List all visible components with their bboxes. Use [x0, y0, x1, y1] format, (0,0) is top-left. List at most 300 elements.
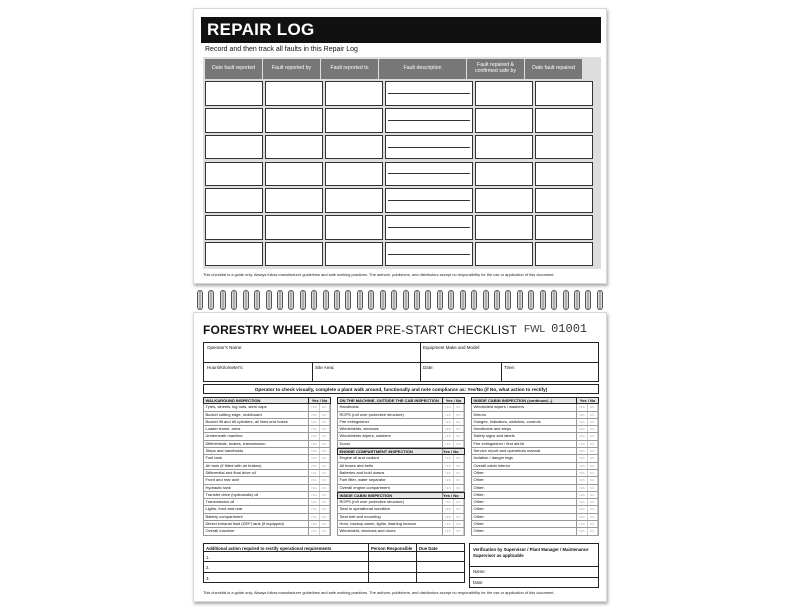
binding-ring — [208, 290, 214, 310]
yes-no-boxes — [308, 455, 330, 461]
binding-ring — [585, 290, 591, 310]
repair-log-cell[interactable] — [265, 162, 323, 187]
yes-no-boxes — [308, 514, 330, 520]
section-header-label: WALKAROUND INSPECTION — [205, 398, 261, 403]
no-checkbox[interactable]: NO — [454, 433, 465, 439]
verification-box — [469, 543, 599, 588]
person-cell[interactable] — [369, 552, 417, 561]
yes-checkbox[interactable]: YES — [309, 419, 320, 425]
yes-no-boxes — [308, 506, 330, 512]
checklist-item-label: Loader frame, arms — [205, 426, 241, 432]
no-checkbox[interactable]: NO — [588, 521, 599, 527]
yes-checkbox[interactable]: YES — [577, 455, 588, 461]
checklist-item-label: Fuel tank — [205, 455, 222, 461]
repair-log-cell[interactable] — [535, 242, 593, 267]
yes-checkbox[interactable]: YES — [309, 506, 320, 512]
yes-no-header: Yes / No — [442, 398, 464, 403]
no-checkbox[interactable]: NO — [454, 514, 465, 520]
yes-no-boxes — [576, 514, 598, 520]
checklist-item-label: Front and rear axle — [205, 477, 240, 483]
checklist-item-label: Hydraulic tank — [205, 484, 231, 490]
checklist-item-label: Fuel filter, water separator — [339, 477, 386, 483]
yes-no-boxes — [442, 521, 464, 527]
checklist-code-prefix: FWL — [524, 324, 546, 335]
checklist-item-label: Windshields, windows — [339, 426, 379, 432]
repair-log-cell[interactable] — [265, 108, 323, 133]
fault-description-cell[interactable] — [385, 108, 473, 133]
repair-log-cell[interactable] — [535, 162, 593, 187]
additional-actions-header: Additional action required to rectify operational requirements — [204, 544, 369, 551]
yes-no-boxes — [442, 455, 464, 461]
repair-log-cell[interactable] — [325, 81, 383, 106]
checklist-item — [203, 412, 331, 419]
no-checkbox[interactable]: NO — [454, 470, 465, 476]
binding-ring — [471, 290, 477, 310]
yes-checkbox[interactable]: YES — [309, 499, 320, 505]
no-checkbox[interactable]: NO — [588, 404, 599, 410]
yes-checkbox[interactable]: YES — [443, 441, 454, 447]
checklist-disclaimer: This checklist is a guide only. Always follow manufacturer guidelines and safe working practices. The authors, publishers, and distributors accept no responsibility for the use or application of this document. — [203, 590, 555, 595]
checklist-item — [203, 404, 331, 411]
no-checkbox[interactable]: NO — [454, 485, 465, 491]
yes-checkbox[interactable]: YES — [309, 404, 320, 410]
yes-checkbox[interactable]: YES — [577, 441, 588, 447]
column-header: Fault reported by — [263, 59, 321, 79]
no-checkbox[interactable]: NO — [320, 492, 331, 498]
yes-no-boxes — [576, 463, 598, 469]
yes-checkbox[interactable]: YES — [309, 477, 320, 483]
no-checkbox[interactable]: NO — [320, 455, 331, 461]
yes-no-boxes — [442, 485, 464, 491]
checklist-item — [471, 455, 599, 462]
action-row[interactable]: 1. — [204, 552, 369, 561]
section-header — [337, 492, 465, 499]
repair-log-cell[interactable] — [205, 162, 263, 187]
no-checkbox[interactable]: NO — [588, 514, 599, 520]
no-checkbox[interactable]: NO — [454, 441, 465, 447]
checklist-item — [203, 514, 331, 521]
no-checkbox[interactable]: NO — [588, 419, 599, 425]
yes-checkbox[interactable]: YES — [443, 485, 454, 491]
checklist-item — [337, 426, 465, 433]
repair-log-cell[interactable] — [265, 242, 323, 267]
checklist-item-label: Seat in operational condition — [339, 506, 390, 512]
no-checkbox[interactable]: NO — [588, 477, 599, 483]
repair-log-cell[interactable] — [475, 215, 533, 240]
binding-ring — [254, 290, 260, 310]
checklist-item — [203, 419, 331, 426]
no-checkbox[interactable]: NO — [588, 485, 599, 491]
yes-checkbox[interactable]: YES — [443, 426, 454, 432]
checklist-item-label: Handholds and steps — [473, 426, 512, 432]
checklist-item-label: Batteries and hold downs — [339, 469, 385, 475]
yes-checkbox[interactable]: YES — [577, 412, 588, 418]
due-cell[interactable] — [417, 562, 464, 571]
yes-no-boxes — [576, 470, 598, 476]
no-checkbox[interactable]: NO — [588, 412, 599, 418]
binding-ring — [368, 290, 374, 310]
yes-checkbox[interactable]: YES — [577, 514, 588, 520]
repair-log-cell[interactable] — [535, 81, 593, 106]
checklist-item — [203, 521, 331, 528]
checklist-item-label: Fire extinguisher / first aid kit — [473, 440, 525, 446]
binding-ring — [540, 290, 546, 310]
no-checkbox[interactable]: NO — [320, 426, 331, 432]
verification-name-field[interactable]: Name: — [470, 566, 598, 577]
binding-ring — [277, 290, 283, 310]
repair-log-cell[interactable] — [265, 188, 323, 213]
checklist-item-label: Handholds — [339, 404, 359, 410]
binding-ring — [345, 290, 351, 310]
yes-checkbox[interactable]: YES — [309, 448, 320, 454]
repair-log-cell[interactable] — [535, 215, 593, 240]
no-checkbox[interactable]: NO — [320, 485, 331, 491]
yes-no-boxes — [442, 514, 464, 520]
checklist-item-label: Gauges, indicators, switches, controls — [473, 418, 541, 424]
no-checkbox[interactable]: NO — [588, 463, 599, 469]
verification-date-field[interactable]: Date: — [470, 577, 598, 588]
yes-no-boxes — [576, 492, 598, 498]
date-field[interactable]: Date: — [423, 365, 434, 370]
repair-log-cell[interactable] — [475, 162, 533, 187]
repair-log-table — [203, 57, 601, 269]
repair-log-cell[interactable] — [325, 135, 383, 160]
no-checkbox[interactable]: NO — [454, 521, 465, 527]
additional-actions-table — [203, 543, 465, 583]
section-header-label: ENGINE COMPARTMENT INSPECTION — [339, 449, 413, 455]
binding-ring — [517, 290, 523, 310]
repair-log-cell[interactable] — [205, 108, 263, 133]
no-checkbox[interactable]: NO — [320, 448, 331, 454]
person-cell[interactable] — [369, 573, 417, 583]
no-checkbox[interactable]: NO — [320, 463, 331, 469]
repair-log-row — [205, 215, 599, 240]
yes-checkbox[interactable]: YES — [443, 506, 454, 512]
yes-no-boxes — [576, 499, 598, 505]
site-area-field[interactable]: Site Area: — [315, 365, 335, 370]
binding-ring — [448, 290, 454, 310]
yes-checkbox[interactable]: YES — [577, 448, 588, 454]
checklist-item-label: Underneath machine — [205, 433, 243, 439]
checklist-item — [203, 448, 331, 455]
yes-checkbox[interactable]: YES — [577, 470, 588, 476]
checklist-item — [471, 492, 599, 499]
yes-checkbox[interactable]: YES — [443, 514, 454, 520]
yes-no-boxes — [308, 492, 330, 498]
no-checkbox[interactable]: NO — [320, 514, 331, 520]
yes-no-header: Yes / No — [308, 398, 330, 403]
no-checkbox[interactable]: NO — [454, 463, 465, 469]
checklist-item — [337, 441, 465, 448]
no-checkbox[interactable]: NO — [320, 404, 331, 410]
no-checkbox[interactable]: NO — [588, 455, 599, 461]
checklist-item-label: Transmission oil — [205, 499, 235, 505]
yes-checkbox[interactable]: YES — [443, 463, 454, 469]
operator-name-field[interactable]: Operator's Name: — [207, 345, 243, 350]
checklist-item — [471, 419, 599, 426]
no-checkbox[interactable]: NO — [320, 470, 331, 476]
yes-checkbox[interactable]: YES — [443, 477, 454, 483]
fault-description-cell[interactable] — [385, 135, 473, 160]
checklist-item — [471, 514, 599, 521]
repair-log-cell[interactable] — [475, 242, 533, 267]
repair-log-cell[interactable] — [205, 215, 263, 240]
section-header-label: INSIDE CABIN INSPECTION (continued...) — [473, 398, 553, 403]
yes-checkbox[interactable]: YES — [309, 485, 320, 491]
yes-checkbox[interactable]: YES — [577, 521, 588, 527]
repair-log-cell[interactable] — [265, 81, 323, 106]
binding-ring — [334, 290, 340, 310]
checklist-title — [203, 323, 517, 337]
no-checkbox[interactable]: NO — [588, 441, 599, 447]
yes-checkbox[interactable]: YES — [577, 404, 588, 410]
binding-ring — [551, 290, 557, 310]
yes-checkbox[interactable]: YES — [443, 499, 454, 505]
yes-no-boxes — [442, 441, 464, 447]
checklist-item-label: Air tank (if fitted with air brakes) — [205, 462, 262, 468]
yes-checkbox[interactable]: YES — [309, 426, 320, 432]
repair-log-cell[interactable] — [475, 135, 533, 160]
yes-no-boxes — [442, 499, 464, 505]
checklist-item-label: Other: — [473, 499, 485, 505]
person-responsible-header: Person Responsible — [369, 544, 417, 551]
checklist-item — [471, 448, 599, 455]
repair-log-cell[interactable] — [265, 135, 323, 160]
checklist-title-rest: PRE-START CHECKLIST — [375, 323, 518, 337]
no-checkbox[interactable]: NO — [454, 404, 465, 410]
no-checkbox[interactable]: NO — [454, 412, 465, 418]
checklist-sheet — [193, 312, 607, 602]
no-checkbox[interactable]: NO — [588, 492, 599, 498]
yes-checkbox[interactable]: YES — [309, 441, 320, 447]
due-cell[interactable] — [417, 552, 464, 561]
person-cell[interactable] — [369, 562, 417, 571]
no-checkbox[interactable]: NO — [454, 455, 465, 461]
hours-field[interactable]: Hours/Kilometer's: — [207, 365, 244, 370]
binding-ring — [460, 290, 466, 310]
yes-no-boxes — [442, 404, 464, 410]
checklist-item-label: Steps and handholds — [205, 448, 244, 454]
yes-no-boxes — [308, 521, 330, 527]
yes-checkbox[interactable]: YES — [309, 470, 320, 476]
checklist-item-label: Mirrors — [473, 411, 486, 417]
binding-ring — [505, 290, 511, 310]
compliance-notice: Operator to check visually, complete a plant walk around, functionally and note compliance as: Yes/No (if No, what action to rectify) — [203, 384, 599, 394]
no-checkbox[interactable]: NO — [588, 528, 599, 534]
binding-ring — [414, 290, 420, 310]
no-checkbox[interactable]: NO — [454, 528, 465, 534]
checklist-item-label: Other: — [473, 491, 485, 497]
equipment-model-field[interactable]: Equipment Make and Model: — [423, 345, 481, 350]
outside-cab-column — [337, 397, 465, 536]
yes-checkbox[interactable]: YES — [577, 485, 588, 491]
no-checkbox[interactable]: NO — [320, 441, 331, 447]
action-row[interactable]: 2. — [204, 562, 369, 571]
yes-no-boxes — [308, 448, 330, 454]
no-checkbox[interactable]: NO — [320, 419, 331, 425]
no-checkbox[interactable]: NO — [320, 521, 331, 527]
binding-ring — [403, 290, 409, 310]
no-checkbox[interactable]: NO — [320, 528, 331, 534]
repair-log-cell[interactable] — [325, 215, 383, 240]
repair-log-row — [205, 162, 599, 187]
checklist-item-label: Overall machine — [205, 528, 235, 534]
binding-ring — [288, 290, 294, 310]
inside-cabin-column — [471, 397, 599, 536]
yes-no-boxes — [442, 419, 464, 425]
due-cell[interactable] — [417, 573, 464, 583]
checklist-item-label: Differentials, brakes, transmission — [205, 440, 266, 446]
no-checkbox[interactable]: NO — [588, 470, 599, 476]
fault-description-cell[interactable] — [385, 188, 473, 213]
repair-log-cell[interactable] — [325, 108, 383, 133]
yes-no-boxes — [576, 477, 598, 483]
checklist-item-label: Other: — [473, 513, 485, 519]
no-checkbox[interactable]: NO — [320, 412, 331, 418]
no-checkbox[interactable]: NO — [320, 506, 331, 512]
checklist-item-label: Windshield, windows and doors — [339, 528, 396, 534]
no-checkbox[interactable]: NO — [588, 426, 599, 432]
no-checkbox[interactable]: NO — [588, 433, 599, 439]
section-header-label: INSIDE CABIN INSPECTION — [339, 492, 393, 498]
yes-checkbox[interactable]: YES — [577, 463, 588, 469]
repair-log-cell[interactable] — [535, 135, 593, 160]
no-checkbox[interactable]: NO — [320, 499, 331, 505]
binding-ring — [243, 290, 249, 310]
repair-log-cell[interactable] — [475, 108, 533, 133]
repair-log-cell[interactable] — [535, 108, 593, 133]
checklist-item — [337, 499, 465, 506]
checklist-item-label: Tyres, wheels, lug nuts, stem caps — [205, 404, 267, 410]
binding-ring — [574, 290, 580, 310]
yes-checkbox[interactable]: YES — [443, 419, 454, 425]
yes-checkbox[interactable]: YES — [577, 528, 588, 534]
yes-checkbox[interactable]: YES — [577, 419, 588, 425]
section-header — [471, 397, 599, 404]
binding-ring — [437, 290, 443, 310]
yes-no-boxes — [308, 485, 330, 491]
yes-checkbox[interactable]: YES — [309, 492, 320, 498]
yes-checkbox[interactable]: YES — [309, 514, 320, 520]
yes-checkbox[interactable]: YES — [309, 412, 320, 418]
binding-ring — [494, 290, 500, 310]
binding-ring — [231, 290, 237, 310]
repair-log-cell[interactable] — [325, 242, 383, 267]
yes-checkbox[interactable]: YES — [309, 463, 320, 469]
binding-ring — [311, 290, 317, 310]
repair-log-cell[interactable] — [205, 242, 263, 267]
checklist-item — [471, 470, 599, 477]
time-field[interactable]: Time: — [504, 365, 516, 370]
checklist-item-label: Diesel exhaust fluid (DEF) tank (if equipped) — [205, 521, 284, 527]
yes-no-boxes — [576, 419, 598, 425]
yes-checkbox[interactable]: YES — [577, 433, 588, 439]
yes-checkbox[interactable]: YES — [443, 528, 454, 534]
column-header: Fault repaired & confirmed safe by — [467, 59, 525, 79]
checklist-item-label: Battery compartment — [205, 513, 243, 519]
yes-checkbox[interactable]: YES — [443, 455, 454, 461]
binding-ring — [391, 290, 397, 310]
checklist-item — [203, 506, 331, 513]
no-checkbox[interactable]: NO — [454, 506, 465, 512]
repair-log-cell[interactable] — [265, 215, 323, 240]
checklist-item — [337, 404, 465, 411]
no-checkbox[interactable]: NO — [320, 477, 331, 483]
checklist-item-label: Windshield wipers / washers — [473, 404, 524, 410]
yes-checkbox[interactable]: YES — [309, 433, 320, 439]
yes-checkbox[interactable]: YES — [577, 477, 588, 483]
yes-no-boxes — [576, 485, 598, 491]
checklist-item-label: Other: — [473, 528, 485, 534]
repair-log-cell[interactable] — [475, 188, 533, 213]
yes-checkbox[interactable]: YES — [309, 521, 320, 527]
binding-ring — [220, 290, 226, 310]
yes-no-boxes — [308, 419, 330, 425]
repair-log-row — [205, 108, 599, 133]
no-checkbox[interactable]: NO — [588, 506, 599, 512]
yes-checkbox[interactable]: YES — [443, 470, 454, 476]
fault-description-cell[interactable] — [385, 242, 473, 267]
fault-description-cell[interactable] — [385, 162, 473, 187]
checklist-item — [471, 477, 599, 484]
repair-log-cell[interactable] — [475, 81, 533, 106]
no-checkbox[interactable]: NO — [454, 419, 465, 425]
section-header — [203, 397, 331, 404]
yes-checkbox[interactable]: YES — [443, 412, 454, 418]
yes-no-boxes — [308, 477, 330, 483]
checklist-code — [524, 322, 587, 336]
no-checkbox[interactable]: NO — [454, 426, 465, 432]
yes-checkbox[interactable]: YES — [309, 528, 320, 534]
fault-description-cell[interactable] — [385, 81, 473, 106]
repair-log-cell[interactable] — [205, 135, 263, 160]
yes-checkbox[interactable]: YES — [577, 426, 588, 432]
action-row[interactable]: 3. — [204, 573, 369, 583]
yes-checkbox[interactable]: YES — [309, 455, 320, 461]
repair-log-cell[interactable] — [205, 81, 263, 106]
no-checkbox[interactable]: NO — [588, 448, 599, 454]
checklist-item-label: ROPS (roll over protective structure) — [339, 411, 404, 417]
no-checkbox[interactable]: NO — [320, 433, 331, 439]
checklist-item-label: Other: — [473, 521, 485, 527]
repair-log-cell[interactable] — [325, 188, 383, 213]
checklist-item-label: Other: — [473, 477, 485, 483]
checklist-item-label: Transfer drive (hydrostatic) oil — [205, 491, 259, 497]
repair-log-cell[interactable] — [205, 188, 263, 213]
yes-no-boxes — [576, 412, 598, 418]
checklist-item — [471, 521, 599, 528]
repair-log-cell[interactable] — [325, 162, 383, 187]
repair-log-cell[interactable] — [535, 188, 593, 213]
no-checkbox[interactable]: NO — [454, 499, 465, 505]
yes-checkbox[interactable]: YES — [577, 492, 588, 498]
yes-checkbox[interactable]: YES — [443, 433, 454, 439]
yes-checkbox[interactable]: YES — [577, 499, 588, 505]
yes-no-boxes — [308, 463, 330, 469]
checklist-item-label: Differential and final drive oil — [205, 469, 256, 475]
checklist-item — [203, 455, 331, 462]
yes-checkbox[interactable]: YES — [443, 521, 454, 527]
yes-no-boxes — [442, 477, 464, 483]
checklist-item-label: Overall cabin interior — [473, 462, 511, 468]
checklist-item-label: Safety signs and labels — [473, 433, 515, 439]
no-checkbox[interactable]: NO — [454, 477, 465, 483]
fault-description-cell[interactable] — [385, 215, 473, 240]
no-checkbox[interactable]: NO — [588, 499, 599, 505]
yes-checkbox[interactable]: YES — [577, 506, 588, 512]
yes-checkbox[interactable]: YES — [443, 404, 454, 410]
column-header: Date fault repaired — [525, 59, 583, 79]
